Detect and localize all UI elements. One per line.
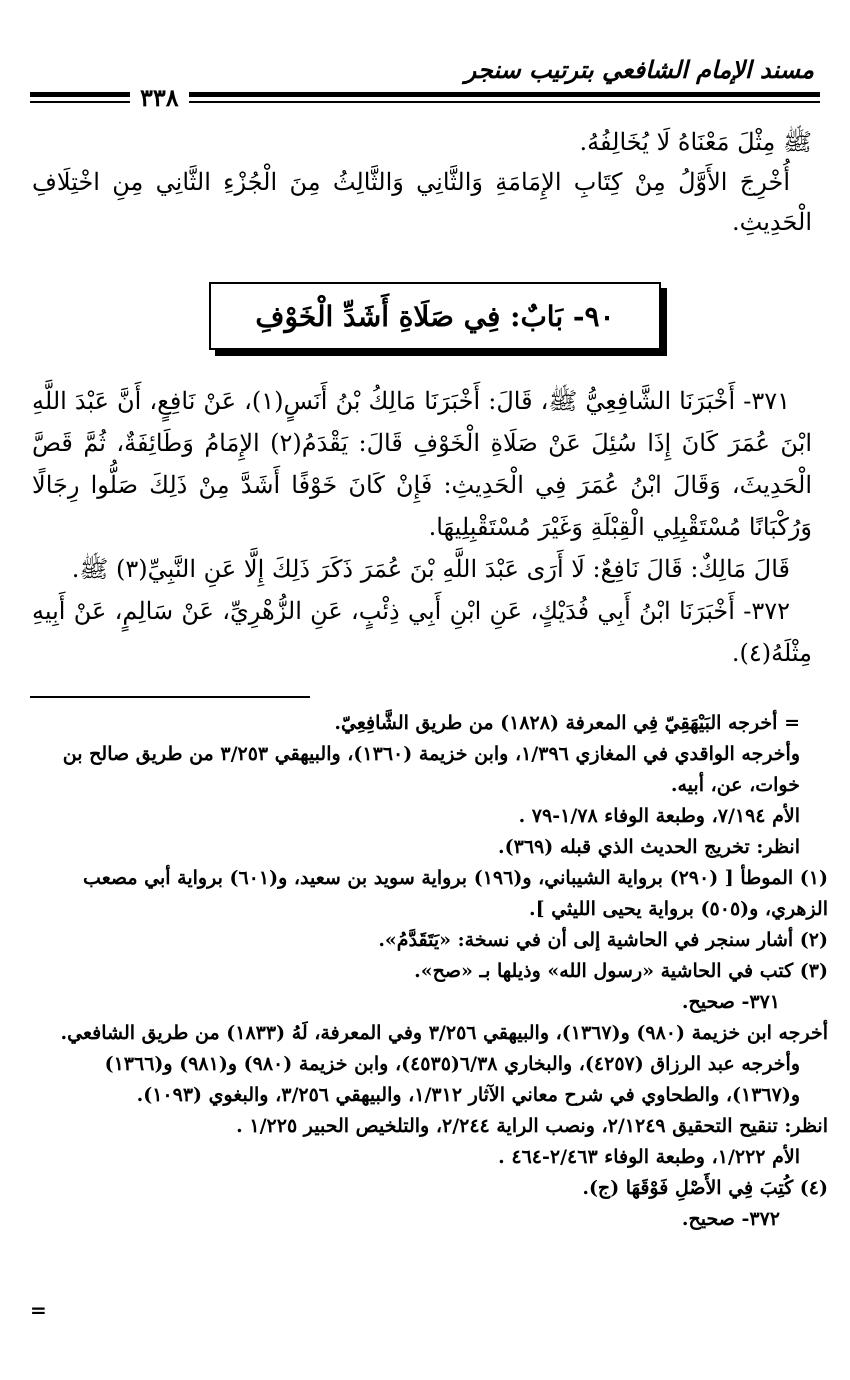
page-number: ٣٣٨ — [130, 83, 189, 112]
takhrij-371-2: وأخرجه عبد الرزاق (٤٢٥٧)، والبخاري ٦/٣٨(٤٥٣٥)، وابن خزيمة (٩٨٠) و(٩٨١) و(١٣٦٦) و(١٣٦٧)، والطحاوي في شرح معاني الآثار ١/٣١٢، والبيهقي ٣/٢٥٦، والبغوي (١٠٩٣). — [104, 1053, 800, 1106]
footnote-4: (٤) كُتِبَ فِي الأَصْلِ فَوْقَهَا (ج). — [582, 1177, 828, 1199]
footnote-cont-1: = أخرجه البَيْهَقِيّ فِي المعرفة (١٨٢٨) من طريق الشَّافِعِيّ. — [334, 712, 800, 734]
lead-text — [32, 122, 812, 242]
hadith-372: ٣٧٢- أَخْبَرَنَا ابْنُ أَبِي فُدَيْكٍ، عَنِ ابْنِ أَبِي ذِئْبٍ، عَنِ الزُّهْرِيِّ، عَنْ سَالِمٍ، عَنْ أَبِيهِ مِثْلَهُ(٤). — [32, 597, 812, 667]
takhrij-371-1: أخرجه ابن خزيمة (٩٨٠) و(١٣٦٧)، والبيهقي ٣/٢٥٦ وفي المعرفة، لَهُ (١٨٣٣) من طريق الشافعي. — [60, 1022, 828, 1044]
footnote-cont-4: انظر: تخريج الحديث الذي قبله (٣٦٩). — [498, 836, 800, 858]
continuation-mark: = — [30, 1298, 47, 1322]
footnote-1: (١) الموطأ [ (٢٩٠) برواية الشيباني، و(١٩٦) برواية سويد بن سعيد، و(٦٠١) برواية أبي مصعب الزهري، و(٥٠٥) برواية يحيى الليثي ]. — [83, 867, 828, 920]
chapter-title: ٩٠- بَابٌ: فِي صَلَاةِ أَشَدِّ الْخَوْفِ — [255, 299, 615, 333]
lead-line-1: ﷺ مِثْلَ مَعْنَاهُ لَا يُخَالِفُهُ. — [579, 128, 812, 156]
footnote-separator — [30, 696, 310, 698]
chapter-heading-box — [209, 282, 661, 350]
footnote-3: (٣) كتب في الحاشية «رسول الله» وذيلها بـ «صح». — [414, 960, 828, 982]
hadith-malik-note: قَالَ مَالِكٌ: قَالَ نَافِعٌ: لَا أَرَى عَبْدَ اللَّهِ بْنَ عُمَرَ ذَكَرَ ذَلِكَ إِلَّا عَنِ النَّبِيِّ(٣) ﷺ. — [71, 555, 790, 583]
hadith-371: ٣٧١- أَخْبَرَنَا الشَّافِعِيُّ ﷺ، قَالَ: أَخْبَرَنَا مَالِكُ بْنُ أَنَسٍ(١)، عَنْ نَافِعٍ، أَنَّ عَبْدَ اللَّهِ ابْنَ عُمَرَ كَانَ إِذَا سُئِلَ عَنْ صَلَاةِ الْخَوْفِ قَالَ: يَقْدَمُ(٢) الإِمَامُ وَطَائِفَةٌ، ثُمَّ قَصَّ الْحَدِيثَ، وَقَالَ ابْنُ عُمَرَ فِي الْحَدِيثِ: فَإِنْ كَانَ خَوْفًا أَشَدَّ مِنْ ذَلِكَ صَلُّوا رِجَالًا وَرُكْبَانًا مُسْتَقْبِلِي الْقِبْلَةِ وَغَيْرَ مُسْتَقْبِلِيهَا. — [32, 387, 812, 541]
footnote-cont-3: الأم ٧/١٩٤، وطبعة الوفاء ١/٧٨-٧٩ . — [518, 805, 800, 827]
grading-371: ٣٧١- صحيح. — [681, 991, 780, 1013]
footnote-cont-2: وأخرجه الواقدي في المغازي ١/٣٩٦، وابن خزيمة (١٣٦٠)، والبيهقي ٣/٢٥٣ من طريق صالح بن خوات، عن، أبيه. — [62, 743, 800, 796]
takhrij-371-4: الأم ١/٢٢٢، وطبعة الوفاء ٢/٤٦٣-٤٦٤ . — [498, 1146, 800, 1168]
takhrij-371-3: انظر: تنقيح التحقيق ٢/١٢٤٩، ونصب الراية ٢/٢٤٤، والتلخيص الحبير ١/٢٢٥ . — [236, 1115, 828, 1137]
grading-372: ٣٧٢- صحيح. — [681, 1208, 780, 1230]
footnotes — [28, 708, 828, 1235]
running-title: مسند الإمام الشافعي بترتيب سنجر — [464, 55, 814, 84]
page-header — [30, 55, 820, 110]
footnote-2: (٢) أشار سنجر في الحاشية إلى أن في نسخة: «يَتَقَدَّمُ». — [378, 929, 828, 951]
hadith-text — [32, 380, 812, 674]
lead-line-2: أُخْرِجَ الأَوَّلُ مِنْ كِتَابِ الإِمَامَةِ وَالثَّانِي وَالثَّالِثُ مِنَ الْجُزْءِ الثَّانِي مِنِ اخْتِلَافِ الْحَدِيثِ. — [32, 168, 812, 236]
